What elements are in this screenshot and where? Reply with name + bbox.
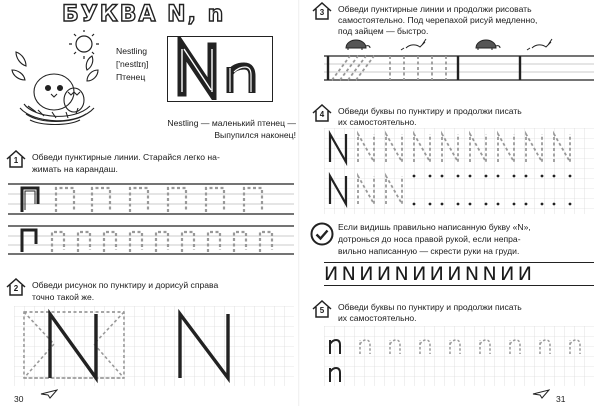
chick-nest-icon — [6, 30, 106, 130]
task3-badge: 3 — [312, 2, 332, 20]
caption-line-1: Nestling — маленький птенец — — [167, 118, 296, 128]
task1-line-1: Обведи пунктирные линии. Старайся легко на- — [32, 152, 220, 162]
task4-grid-area[interactable] — [324, 128, 594, 214]
letter-card — [167, 36, 273, 102]
task4-line-1: Обведи буквы по пунктиру и продолжи писать — [338, 106, 522, 116]
paper-plane-icon — [40, 386, 58, 404]
right-page — [300, 0, 600, 406]
word-transcription: ['nestlɪŋ] — [116, 59, 149, 69]
task1-line-2: жимать на карандаш. — [32, 164, 118, 174]
page-number-right: 31 — [556, 394, 566, 404]
task5-line-2: их самостоятельно. — [338, 313, 417, 323]
paper-plane-icon — [532, 386, 550, 404]
check-letters[interactable]: ИNИИNИИИNNИИ — [324, 263, 536, 285]
page-title: БУКВА N, n — [62, 2, 226, 27]
task2-badge: 2 — [6, 278, 26, 296]
turtle-icon — [476, 40, 500, 50]
check-line-1: Если видишь правильно написанную букву «N», — [338, 222, 531, 232]
task3-dashed-lines — [332, 56, 446, 80]
checkmark-circle-icon — [310, 222, 334, 251]
task4-badge: 4 — [312, 104, 332, 122]
task3-line-2: самостоятельно. Под черепахой рисуй медленно, — [338, 15, 538, 25]
task5-grid-area[interactable] — [324, 326, 594, 386]
task1-sample-shape — [22, 188, 38, 252]
small-n-glyph — [230, 66, 252, 93]
check-letter-strip — [324, 262, 594, 286]
task1-tracing-area[interactable] — [8, 180, 294, 264]
turtle-icon — [346, 40, 370, 50]
sun-icon — [69, 30, 99, 59]
page-number-left: 30 — [14, 394, 24, 404]
task3-line-1: Обведи пунктирные линии и продолжи рисовать — [338, 4, 532, 14]
task1-dashed-shapes — [52, 188, 272, 252]
word-english: Nestling — [116, 46, 148, 56]
task3-line-3: под зайцем — быстро. — [338, 26, 429, 36]
check-line-2: дотронься до носа правой рукой, если непра- — [338, 234, 521, 244]
check-line-3: вильно написанную — скрести руки на груди. — [338, 246, 520, 256]
caption-line-2: Выпупился наконец! — [214, 130, 296, 140]
task2-line-2: точно такой же. — [32, 292, 95, 302]
task1-badge: 1 — [6, 150, 26, 168]
task3-tracing-area[interactable] — [324, 36, 594, 88]
task5-line-1: Обведи буквы по пунктиру и продолжи писать — [338, 302, 522, 312]
rabbit-icon — [527, 39, 552, 50]
task2-grid-area[interactable] — [14, 306, 294, 386]
task4-line-2: их самостоятельно. — [338, 117, 417, 127]
task2-line-1: Обведи рисунок по пунктиру и дорисуй справа — [32, 280, 219, 290]
rabbit-icon — [401, 39, 426, 50]
word-translation: Птенец — [116, 72, 146, 82]
task5-badge: 5 — [312, 300, 332, 318]
